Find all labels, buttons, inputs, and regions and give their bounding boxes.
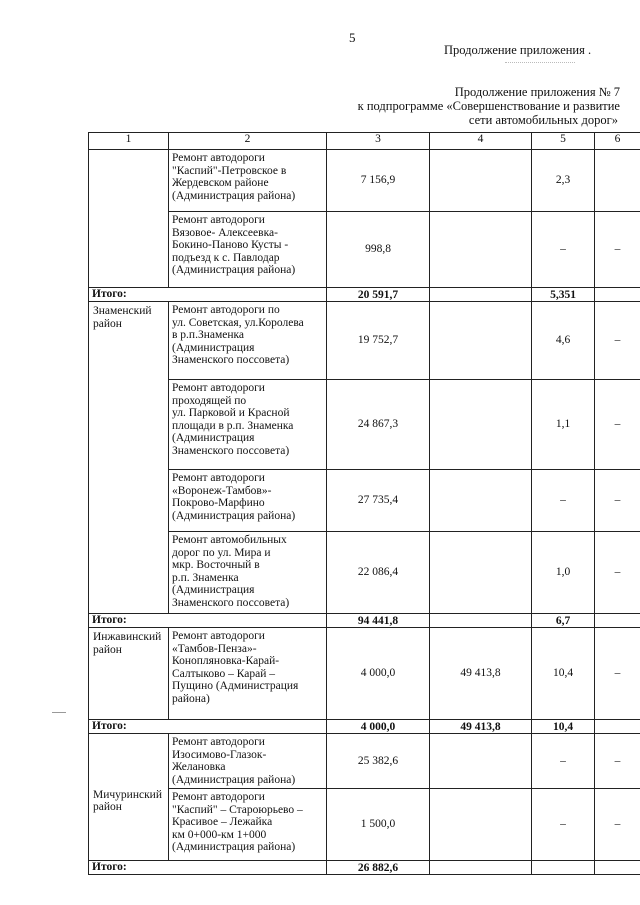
total-amount: 4 000,0 xyxy=(327,720,430,734)
total-row xyxy=(89,861,640,875)
amount-cell: 27 735,4 xyxy=(327,470,430,532)
amount-cell: 22 086,4 xyxy=(327,532,430,614)
length-cell: – xyxy=(532,789,595,861)
length-cell: 1,1 xyxy=(532,380,595,470)
length-cell: 1,0 xyxy=(532,532,595,614)
col6-cell: – xyxy=(595,789,640,861)
work-description: Ремонт автодороги "Каспий" – Староюрьево – Красивое – Лежайка км 0+000-км 1+000 (Администрация района) xyxy=(169,789,327,861)
total-length: 5,351 xyxy=(532,288,595,302)
col-header-1: 1 xyxy=(89,133,169,150)
appendix-line-2: к подпрограмме «Совершенствование и развитие xyxy=(357,99,620,113)
appendix-line-3: сети автомобильных дорог» xyxy=(468,113,618,127)
district-cell xyxy=(89,734,169,789)
table-row xyxy=(89,302,640,380)
district-cell: Знаменский район xyxy=(89,302,169,380)
total-amount-extra xyxy=(430,861,532,875)
district-cell: Мичуринский район xyxy=(89,789,169,861)
table-row xyxy=(89,470,640,532)
col6-cell: – xyxy=(595,302,640,380)
appendix-table xyxy=(88,132,640,875)
length-cell: – xyxy=(532,212,595,288)
district-cell xyxy=(89,150,169,212)
amount-cell: 7 156,9 xyxy=(327,150,430,212)
amount-extra-cell xyxy=(430,380,532,470)
total-label: Итого: xyxy=(89,861,327,875)
work-description: Ремонт автодороги «Тамбов-Пенза»- Конопляновка-Карай- Салтыково – Карай – Пущино (Администрация района) xyxy=(169,628,327,720)
total-length: 6,7 xyxy=(532,614,595,628)
amount-extra-cell xyxy=(430,532,532,614)
amount-cell: 998,8 xyxy=(327,212,430,288)
col-header-2: 2 xyxy=(169,133,327,150)
total-row xyxy=(89,720,640,734)
total-amount-extra: 49 413,8 xyxy=(430,720,532,734)
work-description: Ремонт автодороги Изосимово-Глазок- Желановка (Администрация района) xyxy=(169,734,327,789)
total-length xyxy=(532,861,595,875)
length-cell: 4,6 xyxy=(532,302,595,380)
total-amount-extra xyxy=(430,614,532,628)
col6-cell: – xyxy=(595,212,640,288)
total-col6 xyxy=(595,861,640,875)
district-cell xyxy=(89,380,169,470)
col-header-4: 4 xyxy=(430,133,532,150)
total-amount: 20 591,7 xyxy=(327,288,430,302)
table-header-row xyxy=(89,133,640,150)
amount-cell: 25 382,6 xyxy=(327,734,430,789)
amount-extra-cell xyxy=(430,789,532,861)
total-label: Итого: xyxy=(89,288,327,302)
total-amount-extra xyxy=(430,288,532,302)
col-header-3: 3 xyxy=(327,133,430,150)
table-row xyxy=(89,532,640,614)
total-row xyxy=(89,288,640,302)
district-cell xyxy=(89,212,169,288)
amount-extra-cell xyxy=(430,470,532,532)
work-description: Ремонт автодороги "Каспий"-Петровское в Жердевском районе (Администрация района) xyxy=(169,150,327,212)
appendix-header xyxy=(358,85,620,127)
amount-extra-cell xyxy=(430,150,532,212)
district-cell: Инжавинский район xyxy=(89,628,169,720)
col6-cell: – xyxy=(595,380,640,470)
total-col6 xyxy=(595,288,640,302)
length-cell: – xyxy=(532,734,595,789)
page-number: 5 xyxy=(349,30,356,45)
total-amount: 26 882,6 xyxy=(327,861,430,875)
amount-cell: 19 752,7 xyxy=(327,302,430,380)
total-amount: 94 441,8 xyxy=(327,614,430,628)
col6-cell xyxy=(595,150,640,212)
table-row xyxy=(89,150,640,212)
col6-cell: – xyxy=(595,734,640,789)
total-col6 xyxy=(595,720,640,734)
amount-extra-cell xyxy=(430,302,532,380)
total-length: 10,4 xyxy=(532,720,595,734)
work-description: Ремонт автомобильных дорог по ул. Мира и мкр. Восточный в р.п. Знаменка (Администрация Знаменского поссовета) xyxy=(169,532,327,614)
amount-cell: 24 867,3 xyxy=(327,380,430,470)
work-description: Ремонт автодороги Вязовое- Алексеевка- Бокино-Паново Кусты - подъезд к с. Павлодар (Администрация района) xyxy=(169,212,327,288)
table-row xyxy=(89,789,640,861)
table-row xyxy=(89,628,640,720)
table-row xyxy=(89,380,640,470)
total-row xyxy=(89,614,640,628)
margin-mark xyxy=(52,712,66,713)
district-cell xyxy=(89,532,169,614)
col-header-5: 5 xyxy=(532,133,595,150)
work-description: Ремонт автодороги по ул. Советская, ул.Королева в р.п.Знаменка (Администрация Знаменского поссовета) xyxy=(169,302,327,380)
col-header-6: 6 xyxy=(595,133,640,150)
col6-cell: – xyxy=(595,532,640,614)
total-label: Итого: xyxy=(89,720,327,734)
amount-extra-cell xyxy=(430,734,532,789)
amount-extra-cell xyxy=(430,212,532,288)
total-label: Итого: xyxy=(89,614,327,628)
total-col6 xyxy=(595,614,640,628)
table-row xyxy=(89,212,640,288)
appendix-line-1: Продолжение приложения № 7 xyxy=(454,85,620,99)
amount-cell: 4 000,0 xyxy=(327,628,430,720)
length-cell: 10,4 xyxy=(532,628,595,720)
col6-cell: – xyxy=(595,628,640,720)
work-description: Ремонт автодороги проходящей по ул. Парковой и Красной площади в р.п. Знаменка (Администрация Знаменского поссовета) xyxy=(169,380,327,470)
faint-mark xyxy=(505,62,575,63)
work-description: Ремонт автодороги «Воронеж-Тамбов»- Покрово-Марфино (Администрация района) xyxy=(169,470,327,532)
continuation-header: Продолжение приложения . xyxy=(444,43,592,57)
table-row xyxy=(89,734,640,789)
district-cell xyxy=(89,470,169,532)
length-cell: – xyxy=(532,470,595,532)
length-cell: 2,3 xyxy=(532,150,595,212)
col6-cell: – xyxy=(595,470,640,532)
amount-cell: 1 500,0 xyxy=(327,789,430,861)
amount-extra-cell: 49 413,8 xyxy=(430,628,532,720)
